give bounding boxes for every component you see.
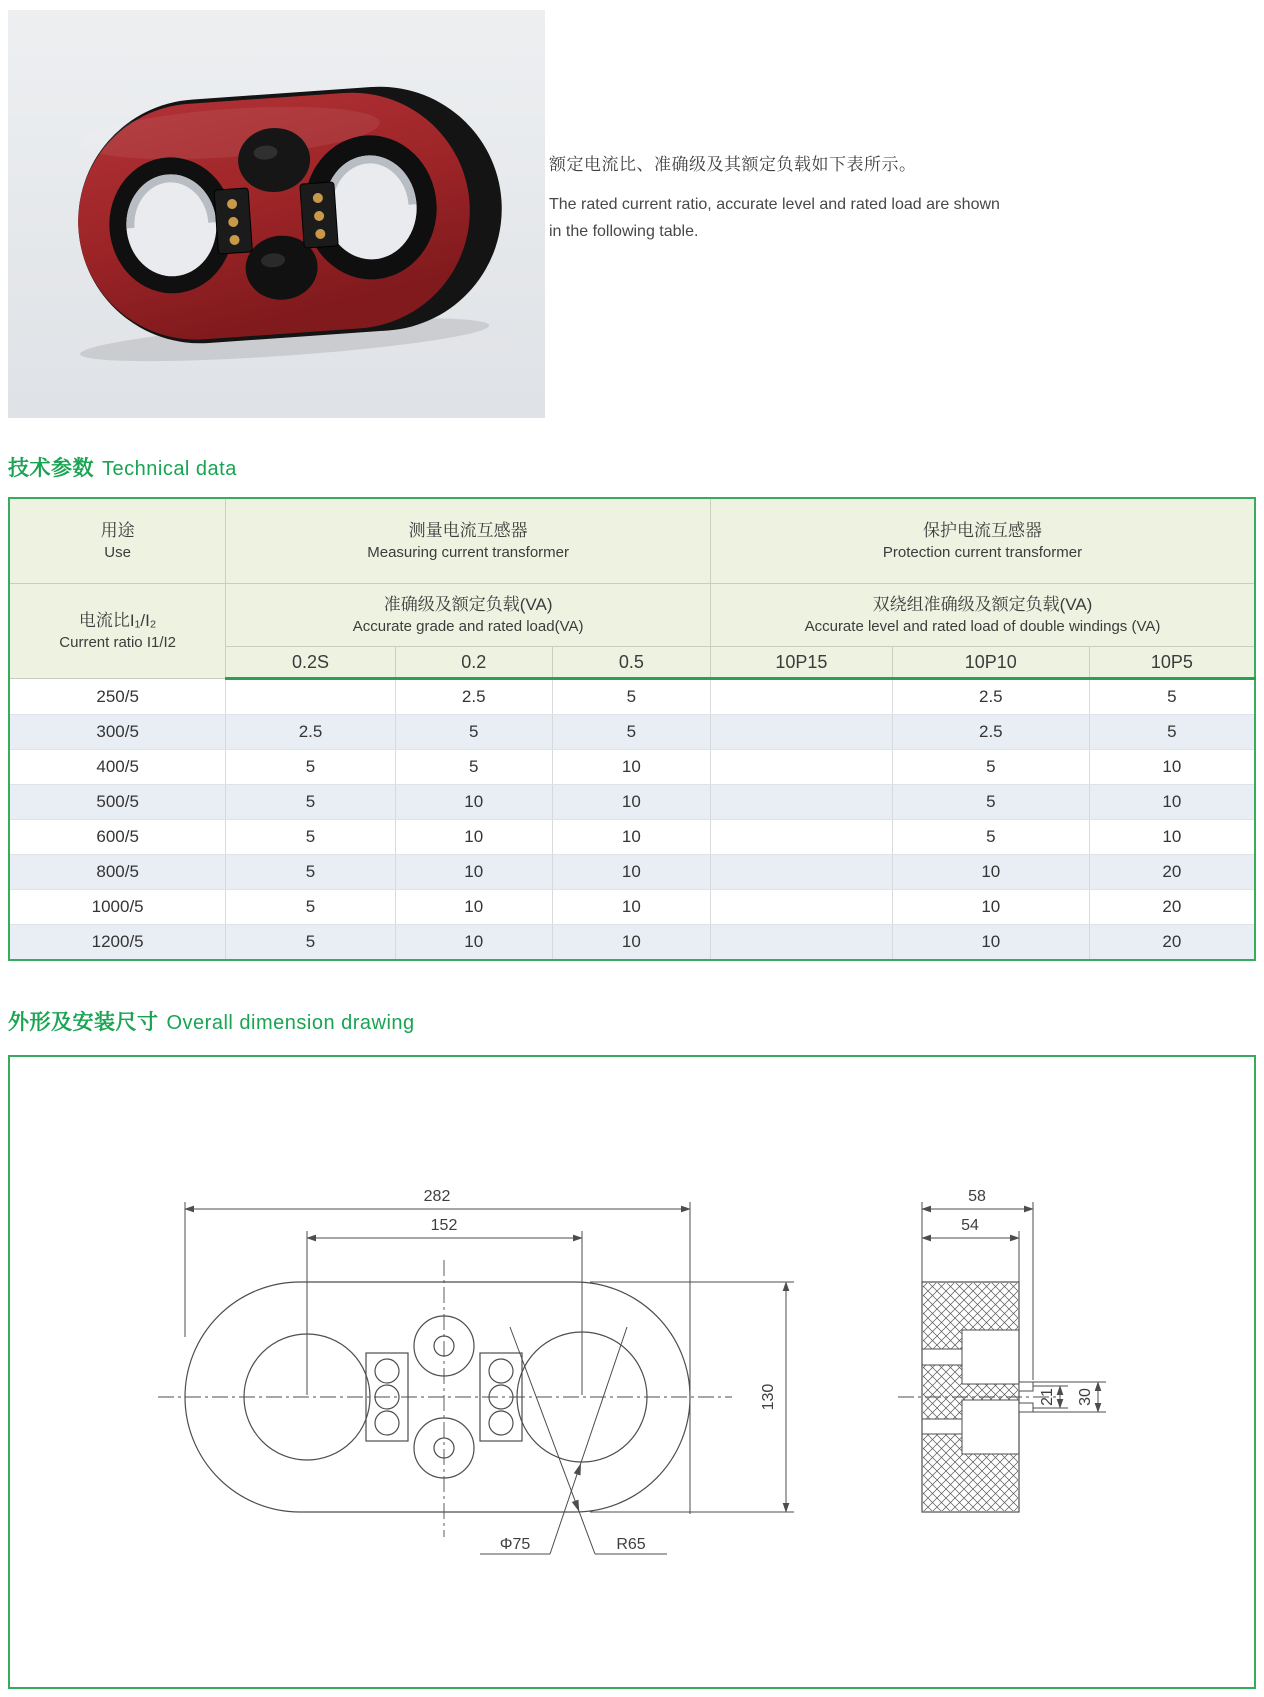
value-cell: 10 xyxy=(892,890,1089,925)
table-row xyxy=(9,679,1255,715)
value-cell: 5 xyxy=(892,820,1089,855)
dim-hole-distance-152: 152 xyxy=(430,1217,458,1234)
dim-overall-width-58: 58 xyxy=(968,1188,986,1205)
value-cell: 20 xyxy=(1089,855,1255,890)
current-transformer-illustration xyxy=(8,10,545,418)
section-title-dimension xyxy=(8,1006,415,1036)
value-cell: 2.5 xyxy=(892,679,1089,715)
dim-height-130: 130 xyxy=(760,1383,777,1411)
header-measuring-sub-cn: 准确级及额定负载(VA) xyxy=(383,594,553,614)
value-cell: 10 xyxy=(552,750,710,785)
value-cell: 10 xyxy=(552,890,710,925)
value-cell: 2.5 xyxy=(395,679,552,715)
value-cell: 10 xyxy=(1089,785,1255,820)
value-cell xyxy=(710,925,892,961)
value-cell: 10 xyxy=(552,925,710,961)
header-protection-en: Protection current transformer xyxy=(882,544,1083,562)
intro-text-cn: 额定电流比、准确级及其额定负载如下表所示。 xyxy=(549,155,917,174)
value-cell: 10 xyxy=(395,820,552,855)
value-cell xyxy=(710,820,892,855)
value-cell: 10 xyxy=(552,855,710,890)
intro-en-line2: in the following table. xyxy=(549,222,699,240)
value-cell: 5 xyxy=(395,750,552,785)
table-row xyxy=(9,925,1255,961)
table-row xyxy=(9,785,1255,820)
header-protection-cn: 保护电流互感器 xyxy=(922,520,1042,540)
value-cell: 5 xyxy=(552,679,710,715)
ratio-cell: 1200/5 xyxy=(9,925,226,961)
header-protection-sub-cn: 双绕组准确级及额定负载(VA) xyxy=(872,594,1093,614)
header-class-02s: 0.2S xyxy=(226,647,395,679)
value-cell: 5 xyxy=(226,820,395,855)
header-measuring-sub-en: Accurate grade and rated load(VA) xyxy=(352,618,584,636)
table-row xyxy=(9,715,1255,750)
value-cell: 10 xyxy=(1089,820,1255,855)
header-class-10p5: 10P5 xyxy=(1089,647,1255,679)
value-cell: 5 xyxy=(892,785,1089,820)
header-class-02: 0.2 xyxy=(395,647,552,679)
value-cell: 10 xyxy=(892,855,1089,890)
value-cell: 10 xyxy=(395,925,552,961)
value-cell xyxy=(710,715,892,750)
intro-en-line1: The rated current ratio, accurate level and rated load are shown xyxy=(549,196,1000,213)
ratio-cell: 600/5 xyxy=(9,820,226,855)
ratio-cell: 250/5 xyxy=(9,679,226,715)
value-cell xyxy=(710,890,892,925)
value-cell: 10 xyxy=(395,890,552,925)
value-cell: 5 xyxy=(226,785,395,820)
dim-hole-diameter-phi75: Φ75 xyxy=(499,1536,531,1553)
dimension-drawing xyxy=(10,1057,1254,1687)
side-view xyxy=(898,1282,1058,1512)
table-row xyxy=(9,890,1255,925)
header-class-10p15: 10P15 xyxy=(710,647,892,679)
table-row xyxy=(9,750,1255,785)
dim-terminal-span-30: 30 xyxy=(1077,1388,1094,1406)
section-title-technical-cn: 技术参数 xyxy=(8,457,94,480)
value-cell: 10 xyxy=(395,855,552,890)
dimension-drawing-box xyxy=(8,1055,1256,1689)
header-current-ratio xyxy=(9,584,226,679)
value-cell: 10 xyxy=(1089,750,1255,785)
dim-corner-radius-r65: R65 xyxy=(616,1536,646,1553)
header-measuring-cn: 测量电流互感器 xyxy=(408,520,528,540)
header-current-ratio-cn: 电流比I₁/I₂ xyxy=(78,610,157,630)
section-title-technical xyxy=(8,452,237,482)
header-protection-sub-en: Accurate level and rated load of double windings (VA) xyxy=(804,618,1161,636)
dim-body-width-54: 54 xyxy=(961,1217,979,1234)
ratio-cell: 1000/5 xyxy=(9,890,226,925)
header-use-en: Use xyxy=(104,544,131,562)
header-protection-sub xyxy=(710,584,1255,647)
value-cell: 5 xyxy=(226,925,395,961)
section-title-dimension-en: Overall dimension drawing xyxy=(166,1012,415,1034)
intro-text xyxy=(549,150,1239,245)
value-cell: 10 xyxy=(395,785,552,820)
header-class-10p10: 10P10 xyxy=(892,647,1089,679)
value-cell xyxy=(710,785,892,820)
header-current-ratio-en: Current ratio I1/I2 xyxy=(59,634,176,652)
value-cell: 5 xyxy=(1089,715,1255,750)
technical-data-table xyxy=(8,497,1256,961)
value-cell xyxy=(226,679,395,715)
section-title-dimension-cn: 外形及安装尺寸 xyxy=(8,1011,159,1034)
dim-width-282: 282 xyxy=(423,1188,451,1205)
value-cell: 10 xyxy=(552,785,710,820)
value-cell: 5 xyxy=(552,715,710,750)
value-cell: 20 xyxy=(1089,925,1255,961)
value-cell: 10 xyxy=(552,820,710,855)
header-measuring-en: Measuring current transformer xyxy=(367,544,569,562)
value-cell: 5 xyxy=(226,855,395,890)
header-use xyxy=(9,498,226,584)
header-measuring-sub xyxy=(226,584,711,647)
value-cell: 2.5 xyxy=(892,715,1089,750)
table-header xyxy=(9,498,1255,679)
table-row xyxy=(9,820,1255,855)
value-cell xyxy=(710,750,892,785)
value-cell: 5 xyxy=(395,715,552,750)
ratio-cell: 500/5 xyxy=(9,785,226,820)
header-protection xyxy=(710,498,1255,584)
value-cell xyxy=(710,679,892,715)
value-cell: 20 xyxy=(1089,890,1255,925)
header-class-05: 0.5 xyxy=(552,647,710,679)
table-row xyxy=(9,855,1255,890)
value-cell: 5 xyxy=(226,750,395,785)
value-cell: 10 xyxy=(892,925,1089,961)
section-title-technical-en: Technical data xyxy=(102,458,237,480)
ratio-cell: 800/5 xyxy=(9,855,226,890)
value-cell: 2.5 xyxy=(226,715,395,750)
value-cell: 5 xyxy=(226,890,395,925)
ratio-cell: 400/5 xyxy=(9,750,226,785)
value-cell: 5 xyxy=(1089,679,1255,715)
ratio-cell: 300/5 xyxy=(9,715,226,750)
header-measuring xyxy=(226,498,711,584)
dim-pin-span-21: 21 xyxy=(1039,1388,1056,1406)
front-dimensions xyxy=(185,1202,794,1554)
product-photo xyxy=(8,10,545,418)
value-cell xyxy=(710,855,892,890)
intro-text-en xyxy=(549,192,1239,245)
table-body xyxy=(9,679,1255,961)
header-use-cn: 用途 xyxy=(100,520,135,540)
value-cell: 5 xyxy=(892,750,1089,785)
